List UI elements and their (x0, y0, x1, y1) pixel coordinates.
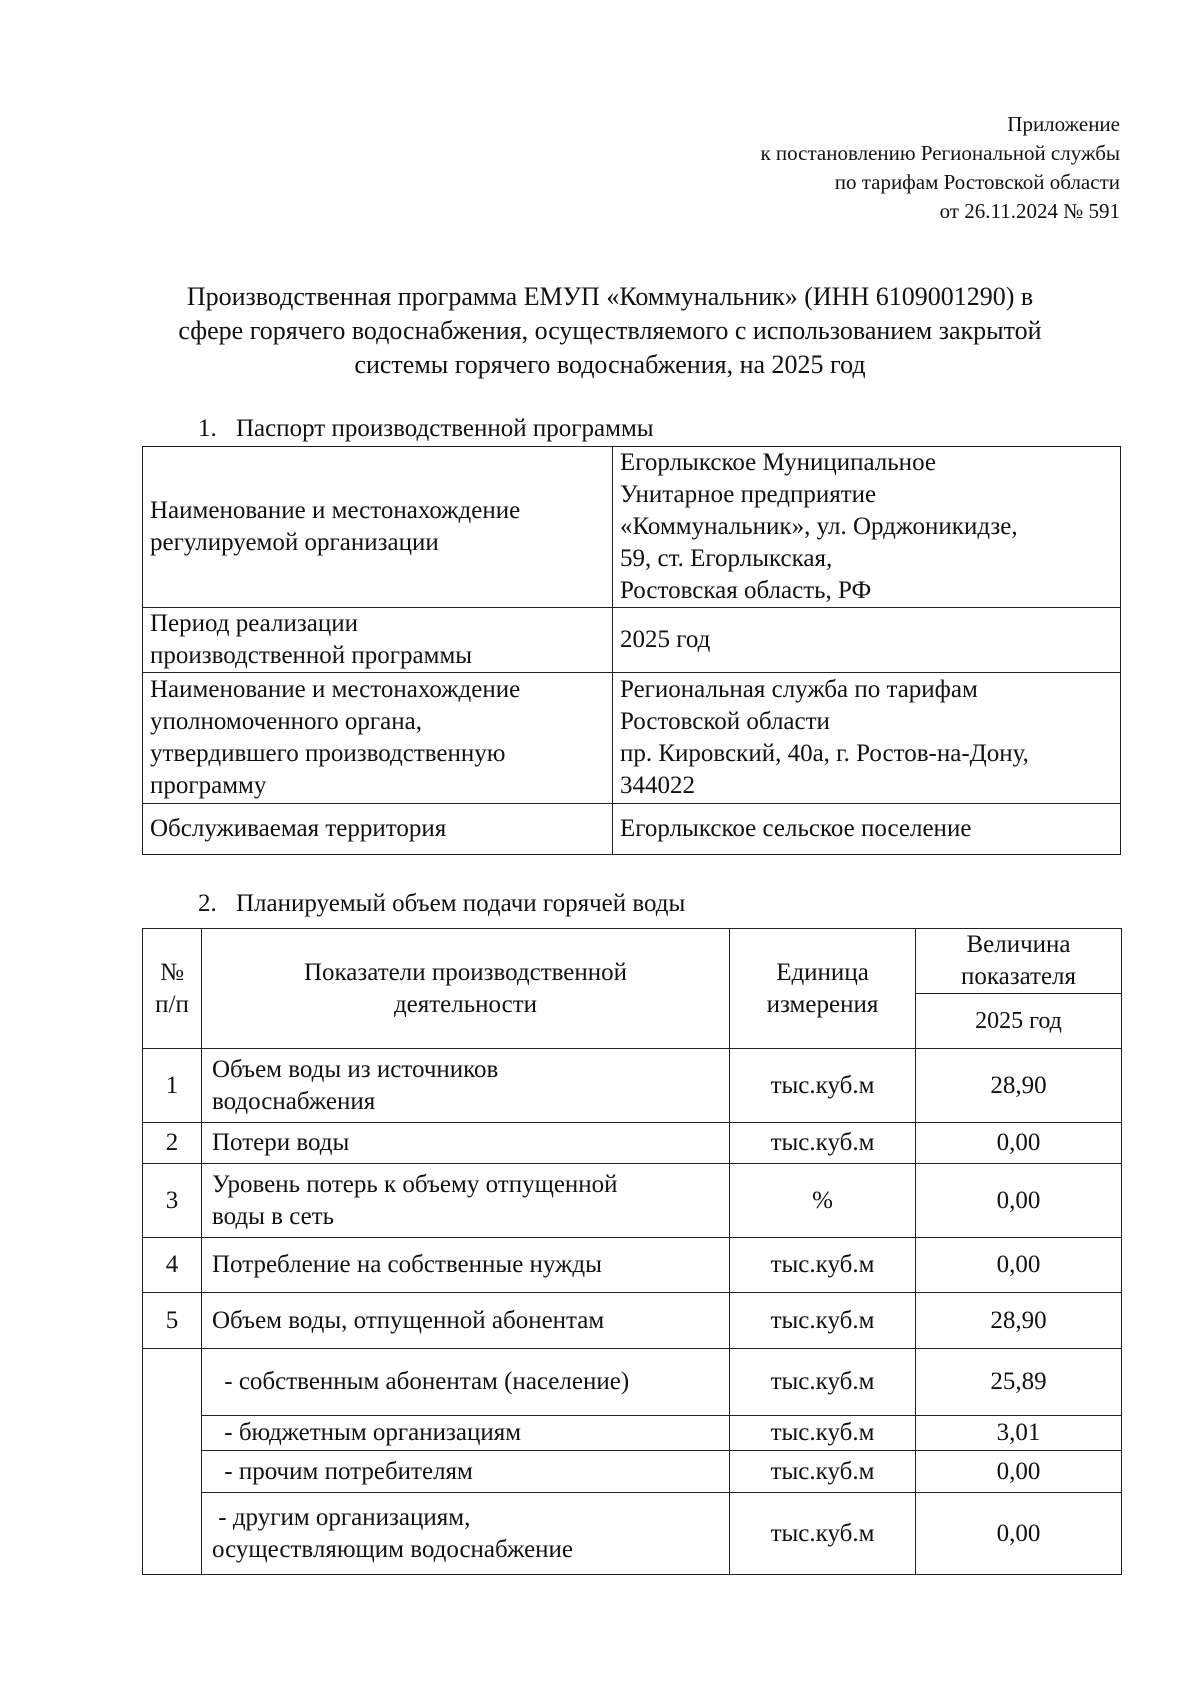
appendix-line: по тарифам Ростовской области (834, 170, 1120, 194)
passport-value-cell (613, 447, 1121, 608)
cell-line: - прочим потребителям (218, 1457, 473, 1485)
table-row (143, 1493, 1122, 1575)
cell-line: «Коммунальник», ул. Орджоникидзе, (620, 513, 1018, 540)
row-indicator (202, 1238, 730, 1293)
cell-line: осуществляющим водоснабжение (212, 1535, 574, 1563)
header-line: Показатели производственной (303, 958, 628, 986)
section-number: 1. (198, 415, 217, 442)
row-value: 0,00 (916, 1451, 1122, 1493)
passport-value-cell (613, 804, 1121, 855)
section-2-heading (198, 889, 685, 919)
column-header-indicator (202, 929, 730, 1049)
row-indicator (202, 1293, 730, 1349)
cell-line: - бюджетным организациям (218, 1419, 522, 1446)
section-title: Паспорт производственной программы (236, 415, 654, 442)
cell-line: Унитарное предприятие (620, 481, 877, 508)
cell-line: воды в сеть (212, 1202, 335, 1230)
cell-line: Объем воды из источников (212, 1055, 499, 1083)
table-header-row (143, 929, 1122, 994)
cell-line: утвердившего производственную (150, 740, 506, 767)
table-row (143, 1123, 1122, 1164)
row-indicator (202, 1123, 730, 1164)
row-value: 0,00 (916, 1238, 1122, 1293)
row-number: 1 (143, 1049, 202, 1123)
cell-line: 59, ст. Егорлыкская, (620, 545, 833, 572)
column-header-value (916, 929, 1122, 994)
cell-line: программу (150, 772, 267, 799)
cell-line: регулируемой организации (150, 529, 439, 556)
header-line: Величина (966, 931, 1071, 958)
table-row (143, 804, 1121, 855)
section-title: Планируемый объем подачи горячей воды (236, 890, 686, 917)
title-line: системы горячего водоснабжения, на 2025 год (354, 350, 866, 379)
row-unit: тыс.куб.м (730, 1349, 916, 1416)
cell-line: 344022 (620, 772, 695, 799)
passport-table (142, 446, 1121, 855)
table-row (143, 1293, 1122, 1349)
cell-line: - собственным абонентам (население) (218, 1368, 630, 1395)
column-header-year: 2025 год (916, 994, 1122, 1049)
cell-line: - другим организациям, (212, 1503, 471, 1531)
cell-line: Наименование и местонахождение (150, 676, 521, 703)
row-unit: тыс.куб.м (730, 1293, 916, 1349)
row-indicator (202, 1349, 730, 1416)
table-row (143, 1049, 1122, 1123)
table-row (143, 1164, 1122, 1238)
row-indicator (202, 1049, 730, 1123)
cell-line: пр. Кировский, 40а, г. Ростов-на-Дону, (620, 740, 1029, 767)
appendix-line: к постановлению Региональной службы (760, 141, 1120, 165)
cell-line: 2025 год (620, 626, 711, 653)
passport-label-cell (143, 447, 613, 608)
row-value: 0,00 (916, 1164, 1122, 1238)
header-line: Единица (776, 958, 869, 986)
row-unit: тыс.куб.м (730, 1451, 916, 1493)
row-unit: тыс.куб.м (730, 1238, 916, 1293)
row-unit: тыс.куб.м (730, 1123, 916, 1164)
header-line: № (160, 958, 184, 986)
cell-line: Региональная служба по тарифам (620, 676, 978, 703)
cell-line: Период реализации (150, 610, 358, 637)
section-1-heading (198, 414, 654, 444)
cell-line: Потери воды (212, 1129, 350, 1156)
header-line: деятельности (393, 990, 538, 1018)
row-value: 0,00 (916, 1493, 1122, 1575)
cell-line: производственной программы (150, 642, 473, 669)
table-row (143, 1451, 1122, 1493)
water-volume-table (142, 928, 1122, 1575)
title-line: сфере горячего водоснабжения, осуществляемого с использованием закрытой (178, 316, 1042, 345)
passport-label-cell (143, 673, 613, 804)
row-indicator (202, 1416, 730, 1451)
row-number: 2 (143, 1123, 202, 1164)
row-unit: тыс.куб.м (730, 1416, 916, 1451)
header-line: показателя (960, 963, 1077, 990)
title-line: Производственная программа ЕМУП «Коммунальник» (ИНН 6109001290) в (186, 282, 1034, 311)
column-header-number (143, 929, 202, 1049)
passport-label-cell (143, 608, 613, 673)
header-line: измерения (766, 990, 879, 1018)
column-header-unit (730, 929, 916, 1049)
appendix-line: от 26.11.2024 № 591 (939, 199, 1120, 223)
cell-line: Потребление на собственные нужды (212, 1251, 602, 1278)
table-row (143, 1349, 1122, 1416)
cell-line: Наименование и местонахождение (150, 497, 521, 524)
row-indicator (202, 1451, 730, 1493)
header-line: п/п (155, 990, 189, 1018)
cell-line: Ростовской области (620, 708, 830, 735)
row-number-empty (143, 1349, 202, 1575)
passport-label-cell (143, 804, 613, 855)
row-value: 3,01 (916, 1416, 1122, 1451)
row-unit: тыс.куб.м (730, 1493, 916, 1575)
cell-line: Егорлыкское Муниципальное (620, 449, 936, 476)
cell-line: Егорлыкское сельское поселение (620, 815, 972, 842)
passport-value-cell (613, 673, 1121, 804)
row-indicator (202, 1164, 730, 1238)
row-unit: тыс.куб.м (730, 1049, 916, 1123)
table-row (143, 1416, 1122, 1451)
cell-line: Обслуживаемая территория (150, 815, 447, 842)
row-number: 5 (143, 1293, 202, 1349)
cell-line: Объем воды, отпущенной абонентам (212, 1306, 605, 1334)
cell-line: Уровень потерь к объему отпущенной (212, 1170, 618, 1198)
document-title (130, 280, 1090, 382)
cell-line: Ростовская область, РФ (620, 577, 872, 604)
row-indicator (202, 1493, 730, 1575)
appendix-line: Приложение (1007, 112, 1120, 136)
table-row (143, 673, 1121, 804)
row-value: 28,90 (916, 1293, 1122, 1349)
appendix-header (520, 110, 1120, 226)
table-row (143, 1238, 1122, 1293)
passport-value-cell (613, 608, 1121, 673)
row-number: 4 (143, 1238, 202, 1293)
table-row (143, 447, 1121, 608)
row-unit: % (730, 1164, 916, 1238)
table-row (143, 608, 1121, 673)
cell-line: уполномоченного органа, (150, 708, 422, 735)
row-number: 3 (143, 1164, 202, 1238)
row-value: 25,89 (916, 1349, 1122, 1416)
row-value: 0,00 (916, 1123, 1122, 1164)
cell-line: водоснабжения (212, 1087, 376, 1115)
row-value: 28,90 (916, 1049, 1122, 1123)
section-number: 2. (198, 890, 217, 917)
